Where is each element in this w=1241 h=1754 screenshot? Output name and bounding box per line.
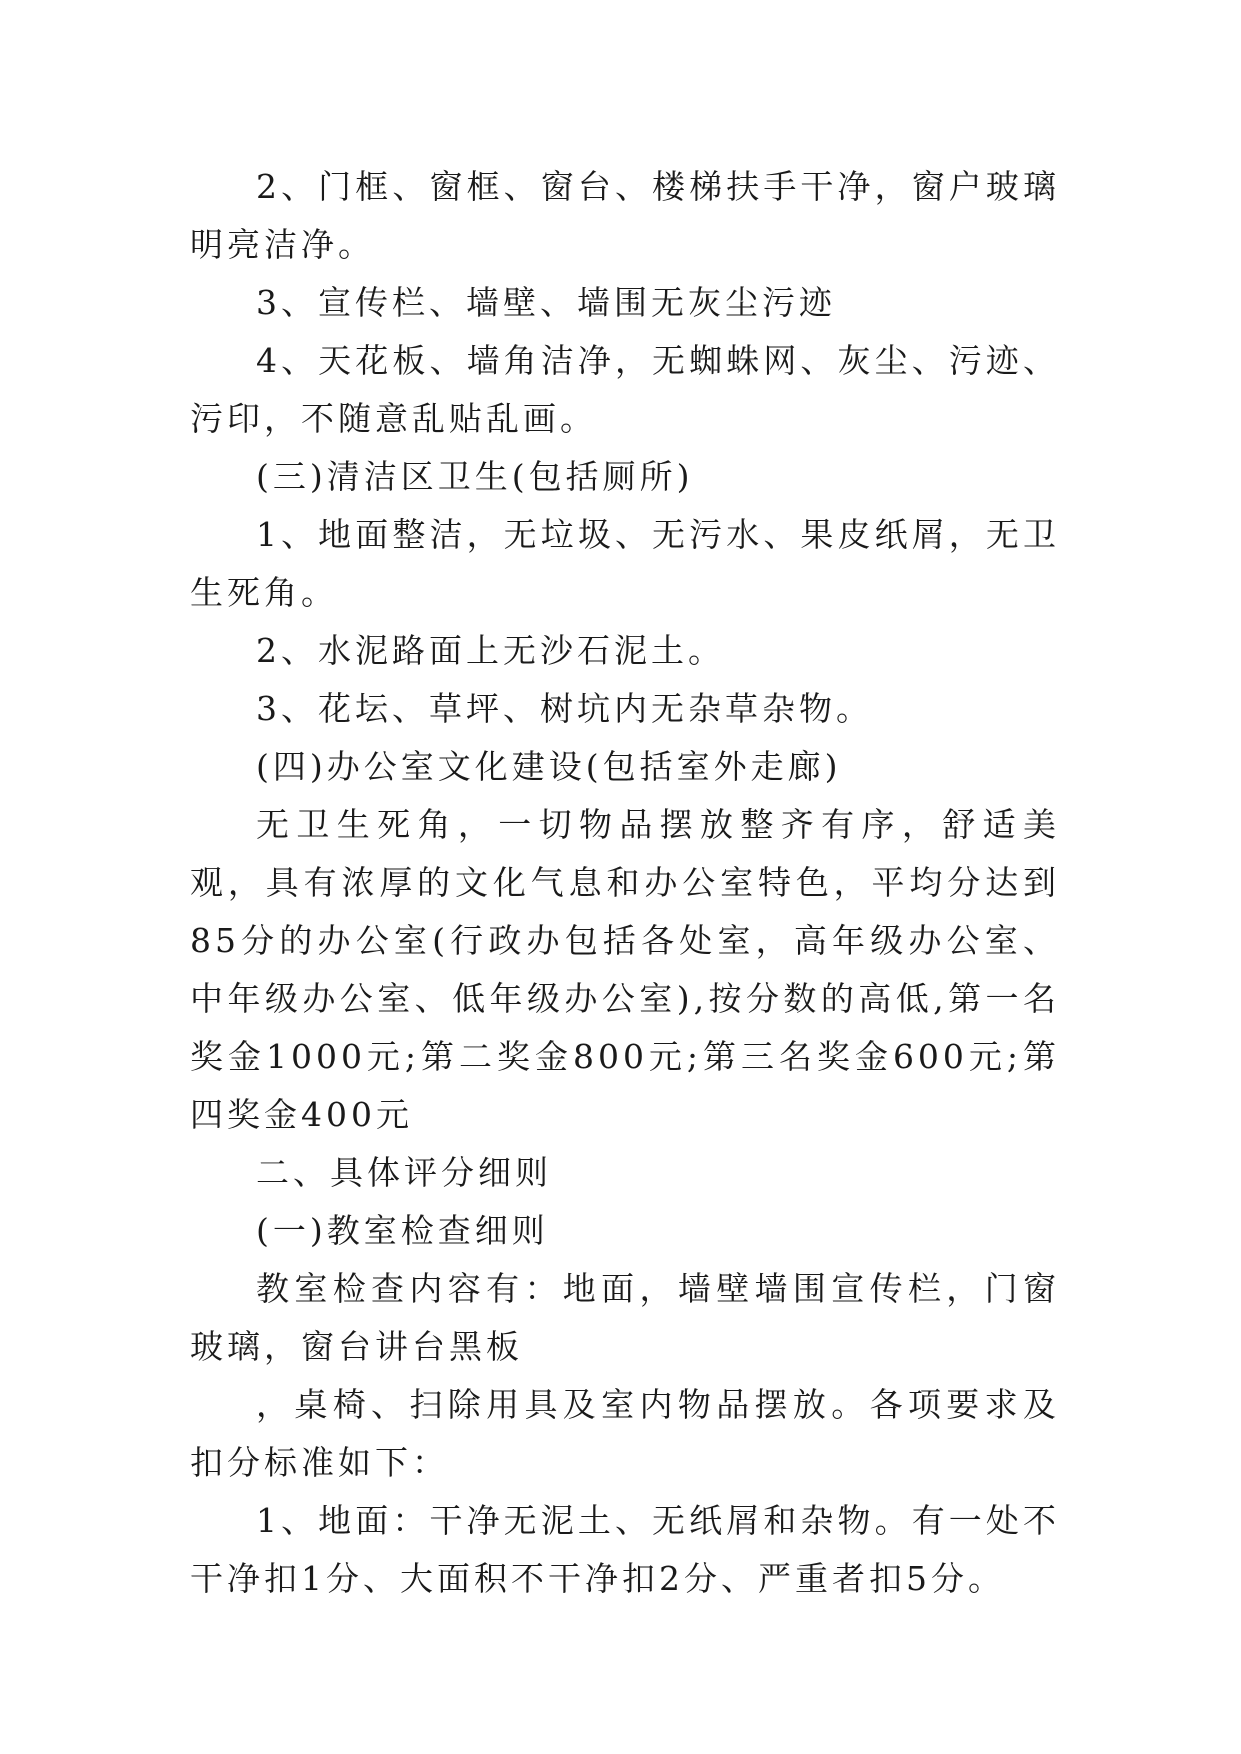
paragraph-classroom-content: 教室检查内容有：地面，墙壁墙围宣传栏，门窗玻璃，窗台讲台黑板: [190, 1269, 1060, 1366]
paragraph-classroom-continued: ，桌椅、扫除用具及室内物品摆放。各项要求及扣分标准如下：: [190, 1385, 1060, 1482]
document-body: [190, 158, 1060, 1608]
paragraph-item-1: 1、地面整洁，无垃圾、无污水、果皮纸屑，无卫生死角。: [190, 515, 1060, 612]
paragraph-item-2b: 2、水泥路面上无沙石泥土。: [256, 631, 725, 670]
paragraph-floor-rule: 1、地面：干净无泥土、无纸屑和杂物。有一处不干净扣1分、大面积不干净扣2分、严重者扣5分。: [190, 1501, 1060, 1598]
section-heading-scoring-rules: 二、具体评分细则: [256, 1153, 552, 1192]
paragraph-item-4: 4、天花板、墙角洁净，无蜘蛛网、灰尘、污迹、污印，不随意乱贴乱画。: [190, 341, 1060, 438]
paragraph-item-2: 2、门框、窗框、窗台、楼梯扶手干净，窗户玻璃明亮洁净。: [190, 167, 1060, 264]
paragraph-office-reward: 无卫生死角，一切物品摆放整齐有序，舒适美观，具有浓厚的文化气息和办公室特色，平均分达到85分的办公室(行政办包括各处室，高年级办公室、中年级办公室、低年级办公室),按分数的高低,第一名奖金1000元;第二奖金800元;第三名奖金600元;第四奖金400元: [190, 805, 1060, 1134]
section-heading-office-culture: (四)办公室文化建设(包括室外走廊): [256, 747, 842, 786]
paragraph-item-3b: 3、花坛、草坪、树坑内无杂草杂物。: [256, 689, 873, 728]
paragraph-item-3: 3、宣传栏、墙壁、墙围无灰尘污迹: [256, 283, 836, 322]
section-heading-classroom-rules: (一)教室检查细则: [256, 1211, 549, 1250]
section-heading-cleaning-area: (三)清洁区卫生(包括厕所): [256, 457, 694, 496]
